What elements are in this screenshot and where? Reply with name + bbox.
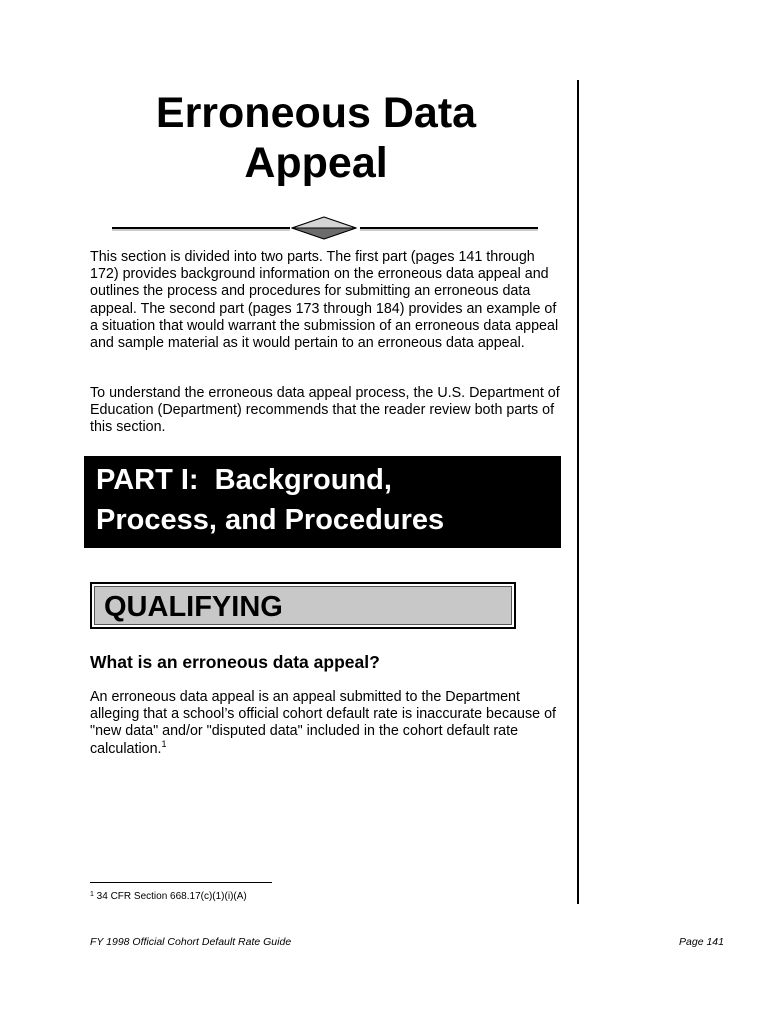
part-banner-line-1: PART I: Background, [96,464,392,496]
footnote-number: 1 [90,891,94,898]
section-box-label: QUALIFYING [104,591,283,623]
footnote-reference[interactable]: 1 [161,738,167,749]
intro-paragraph-1: This section is divided into two parts. The first part (pages 141 through 172) provides background information on the erroneous data appeal and outlines the process and procedures for submitting an erroneous data appeal. The second part (pages 173 through 184) provides an example of a situation that would warrant the submission of an erroneous data appeal and sample material as it would pertain to an erroneous data appeal. [90,249,559,352]
footnote-rule [90,882,272,883]
page-title-line-2: Appeal [244,139,388,187]
section-box [90,582,516,629]
page-title [90,88,542,188]
answer-text: An erroneous data appeal is an appeal submitted to the Department alleging that a school’s official cohort default rate is inaccurate because of "new data" and/or "disputed data" included in the cohort default rate calculation. [90,689,556,757]
answer-paragraph [90,689,560,758]
part-banner-line-2: Process, and Procedures [96,504,445,536]
page-title-line-1: Erroneous Data [155,89,477,137]
diamond-divider-icon [112,214,538,242]
question-heading: What is an erroneous data appeal? [90,652,380,672]
footnote-text: 34 CFR Section 668.17(c)(1)(i)(A) [93,891,247,902]
part-banner [84,456,561,548]
footer-guide-title: FY 1998 Official Cohort Default Rate Guide [90,936,292,948]
footnote [90,890,247,903]
intro-paragraph-2: To understand the erroneous data appeal process, the U.S. Department of Education (Department) recommends that the reader review both parts of this section. [90,385,560,436]
vertical-rule [577,80,579,904]
footer-page-number: Page 141 [679,936,724,948]
